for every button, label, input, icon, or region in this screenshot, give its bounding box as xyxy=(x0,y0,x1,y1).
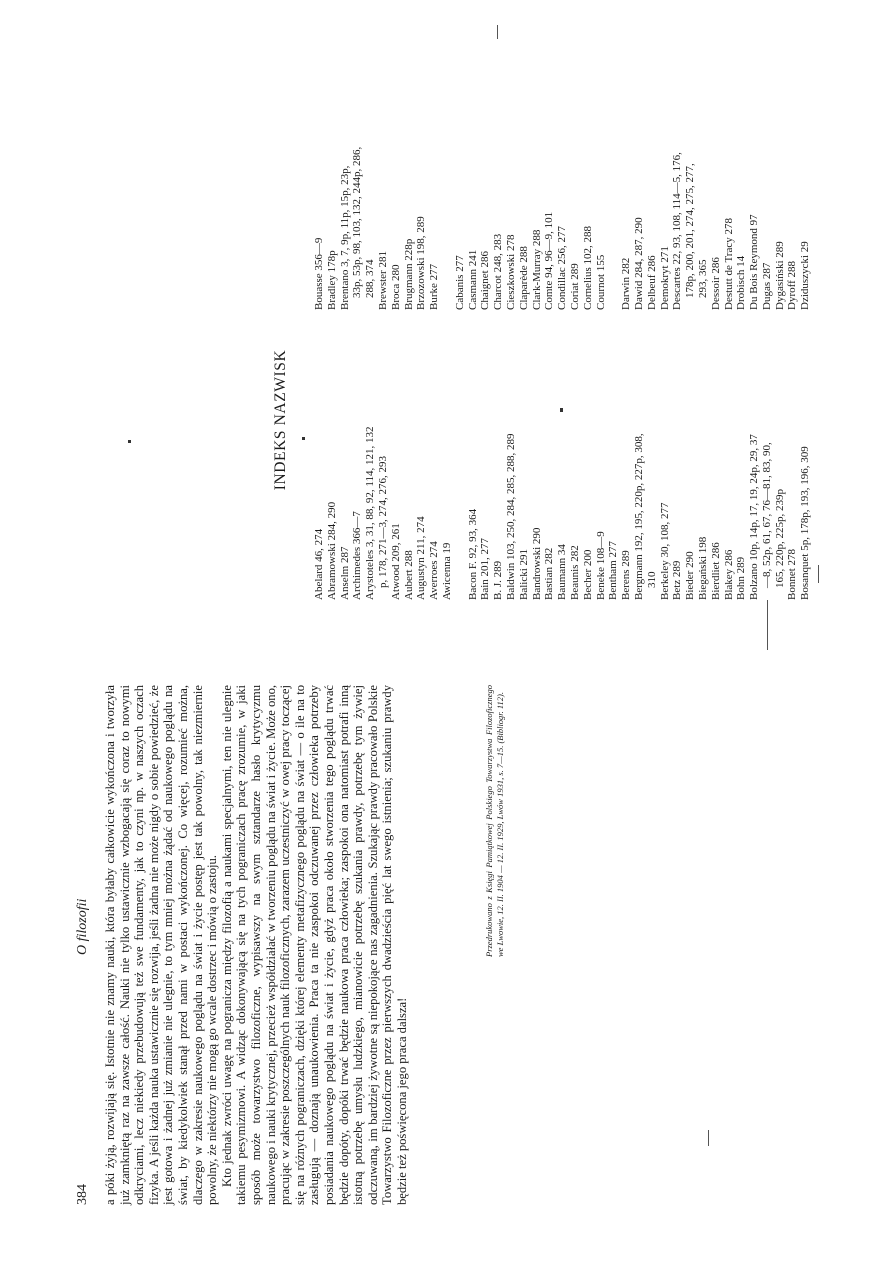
index-entry: Augustyn 211, 274 xyxy=(415,516,428,600)
index-entry: Casmann 241 xyxy=(466,249,479,310)
index-entry: Bain 201, 277 xyxy=(479,537,492,600)
index-entry: Bonnet 278 xyxy=(786,548,799,600)
index-entry: Cournot 155 xyxy=(594,254,607,310)
index-entry: Comte 94, 96—9, 101 xyxy=(543,211,556,310)
index-title: INDEKS NAZWISK xyxy=(272,349,289,491)
index-entry: Blakey 286 xyxy=(722,549,735,600)
index-entry: Cieszkowski 278 xyxy=(504,234,517,310)
index-entry: Anselm 287 xyxy=(338,546,351,600)
index-entry: Brewster 281 xyxy=(376,251,389,310)
index-entry: Cornelius 102, 288 xyxy=(581,225,594,310)
index-entry: Bohn 289 xyxy=(735,556,748,600)
index-entry: Atwood 209, 261 xyxy=(389,523,402,600)
index-entry: Bierdliet 286 xyxy=(709,542,722,600)
right-page xyxy=(272,146,812,600)
left-page xyxy=(75,685,540,1205)
index-entry: Du Bois Reymond 97 xyxy=(748,214,761,310)
index-entry: Destutt de Tracy 278 xyxy=(722,218,735,310)
footnote: Przedrukowano z Księgi Pamiątkowej Polskiego Towarzystwa Filozoficznego we Lwowie, 12. II. 1904 — 12. II. 1929, Lwów 1931, s. 7—15. (Bibliogr. 112). xyxy=(484,685,505,957)
index-entry: Broca 280 xyxy=(389,264,402,310)
index-gap xyxy=(454,425,467,600)
scan-mark xyxy=(767,600,768,650)
index-entry: Bacon F. 92, 93, 364 xyxy=(466,508,479,600)
index-entry: Biegański 198 xyxy=(696,536,709,600)
index-entry: Aubert 288 xyxy=(402,550,415,600)
index-entry: Demokryt 271 xyxy=(658,246,671,310)
index-entry: Chaignet 286 xyxy=(479,251,492,310)
index-entry: Beneke 108—9 xyxy=(594,531,607,600)
index-column-left xyxy=(313,425,812,600)
index-entry: Abramowski 284, 290 xyxy=(325,501,338,600)
scan-mark xyxy=(560,408,563,412)
index-entry: Bandrowski 290 xyxy=(530,527,543,600)
index-entry: Dygasiński 289 xyxy=(773,241,786,310)
index-entry: Brzozowski 198, 289 xyxy=(415,216,428,310)
scan-mark xyxy=(302,437,305,440)
index-entry: Dawid 284, 287, 290 xyxy=(632,217,645,310)
index-entry: Burke 277 xyxy=(428,263,441,310)
scan-mark xyxy=(128,440,131,443)
scan-mark xyxy=(497,25,498,39)
index-entry: Arystoteles 3, 31, 88, 92, 114, 121, 132 p, 178, 271—3, 274, 276, 293 xyxy=(364,426,389,600)
index-entry: Averroes 274 xyxy=(428,541,441,600)
index-entry: Bouasse 356—9 xyxy=(313,237,325,310)
index-entry: Abelard 46, 274 xyxy=(313,528,325,600)
page-number: 384 xyxy=(75,1184,90,1205)
running-head: O filozofii xyxy=(75,898,90,955)
index-gap xyxy=(607,145,620,310)
index-entry: Bergmann 192, 195, 220p, 227p, 308, 310 xyxy=(632,433,658,600)
index-entry: Baumann 34 xyxy=(556,544,569,600)
index-entry: Beaunis 282 xyxy=(568,545,581,600)
scan-mark xyxy=(708,1130,709,1146)
index-entry: Berkeley 30, 108, 277 xyxy=(658,502,671,600)
body-text xyxy=(103,685,409,1205)
index-entry: Coriat 289 xyxy=(568,263,581,310)
index-entry: Condillac 256, 277 xyxy=(556,225,569,310)
index-entry: Brentano 3, 7, 9p, 11p, 15p, 23p, 33p, 53p, 98, 103, 132, 244p, 286, 288, 374 xyxy=(338,146,377,310)
index-entry: Awicenna 19 xyxy=(440,542,453,600)
index-gap xyxy=(441,145,454,310)
paragraph: a póki żyją, rozwijają się. Istotnie nie znamy nauki, która byłaby całkowicie wykończona i tworzyła już zamkniętą raz na zawsze całość. Nauki nie tylko ustawicznie wzbogacają się coraz to nowymi odkryciami, lecz niekiedy przebudowują też swe fundamenty, jak to czyni np. w naszych oczach fizyka. A jeśli każda nauka ustawicznie się rozwija, jeśli żadna nie może nigdy o sobie powiedzieć, że jest gotowa i żadnej już zmianie nie ulegnie, to tym mniej można żądać od naukowego poglądu na świat, by kiedykolwiek stanął przed nami w postaci wykończonej. Co więcej, rozumieć można, dlaczego w zakresie naukowego poglądu na świat i życie postęp jest tak powolny, tak niezmiernie powolny, że niektórzy nie mogą go wcale dostrzec i mówią o zastoju. xyxy=(103,685,220,1205)
index-entry: Bosanquet 5p, 178p, 193, 196, 309 xyxy=(799,446,812,600)
index-entry: Dugas 287 xyxy=(760,262,773,310)
index-entry: Claparède 288 xyxy=(517,246,530,310)
index-entry: Bolzano 10p, 14p, 17, 19, 24p, 29, 37—8, 52p, 61, 67, 76—81, 83, 90, 165, 220p, 225p, 239p xyxy=(748,434,786,600)
index-entry: Cabanis 277 xyxy=(453,255,466,310)
index-entry: Brugmann 228p xyxy=(402,238,415,310)
index-entry: Bentham 277 xyxy=(607,541,620,600)
index-entry: Dziduszycki 29 xyxy=(799,241,812,310)
index-entry: Bieder 290 xyxy=(684,551,697,600)
paragraph: Kto jednak zwróci uwagę na pogranicza między filozofią a naukami specjalnymi, ten nie ulegnie takiemu pesymizmowi. A widząc dokonywającą się na tych pograniczach pracę zrozumie, w jaki sposób może towarzystwo filozoficzne, wypisawszy na swym sztandarze hasło krytycyzmu naukowego i nauki krytycznej, przecież współdziałać w tworzeniu poglądu na świat i życie. Może ono, pracując w zakresie poszczególnych nauk filozoficznych, zarazem uczestniczyć w owej pracy toczącej się na różnych pograniczach, dzięki której elementy metafizycznego poglądu na świat — o ile na to zasługują — doznają unaukowienia. Praca ta nie zaspokoi odczuwanej przez człowieka potrzeby posiadania naukowego poglądu na świat i życie, gdyż praca około stworzenia tego poglądu trwać będzie dopóty, dopóki trwać będzie naukowa praca człowieka; zaspokoi ona natomiast potrafi inną istotną potrzebę umysłu ludzkiego, mianowicie potrzebę szukania prawdy, potrzebę tym żywiej odczuwaną, im bardziej żywotne są niepokojące nas zagadnienia. Szukając prawdy pracowało Polskie Towarzystwo Filozoficzne przez pierwszych dwadzieścia pięć lat swego istnienia; szukaniu prawdy będzie też poświęcona jego praca dalsza! xyxy=(219,684,409,1205)
index-entry: B. J. 289 xyxy=(492,560,505,600)
index-entry: Balicki 291 xyxy=(517,548,530,600)
index-entry: Delbeuf 286 xyxy=(645,255,658,310)
index-column-right xyxy=(313,145,812,310)
index-entry: Betz 289 xyxy=(671,560,684,600)
index-entry: Dyroff 288 xyxy=(786,261,799,310)
index-entry: Archimedes 366—7 xyxy=(351,511,364,600)
index-entry: Dessoir 286 xyxy=(709,257,722,310)
index-entry: Bastian 282 xyxy=(543,547,556,600)
index-entry: Bradley 178p xyxy=(325,250,338,310)
index-entry: Drobisch 14 xyxy=(735,255,748,310)
scan-mark xyxy=(818,565,819,583)
index-entry: Charcot 248, 283 xyxy=(492,233,505,310)
index-entry: Descartes 22, 93, 108, 114—5, 176, 178p, 200, 201, 274, 275, 277, 293, 365 xyxy=(671,152,709,310)
index-entry: Darwin 282 xyxy=(620,257,633,310)
index-entry: Clark-Murray 288 xyxy=(530,229,543,310)
index-entry: Becher 200 xyxy=(581,549,594,600)
index-entry: Baldwin 103, 250, 284, 285, 288, 289 xyxy=(504,433,517,600)
index-entry: Berens 289 xyxy=(620,550,633,600)
